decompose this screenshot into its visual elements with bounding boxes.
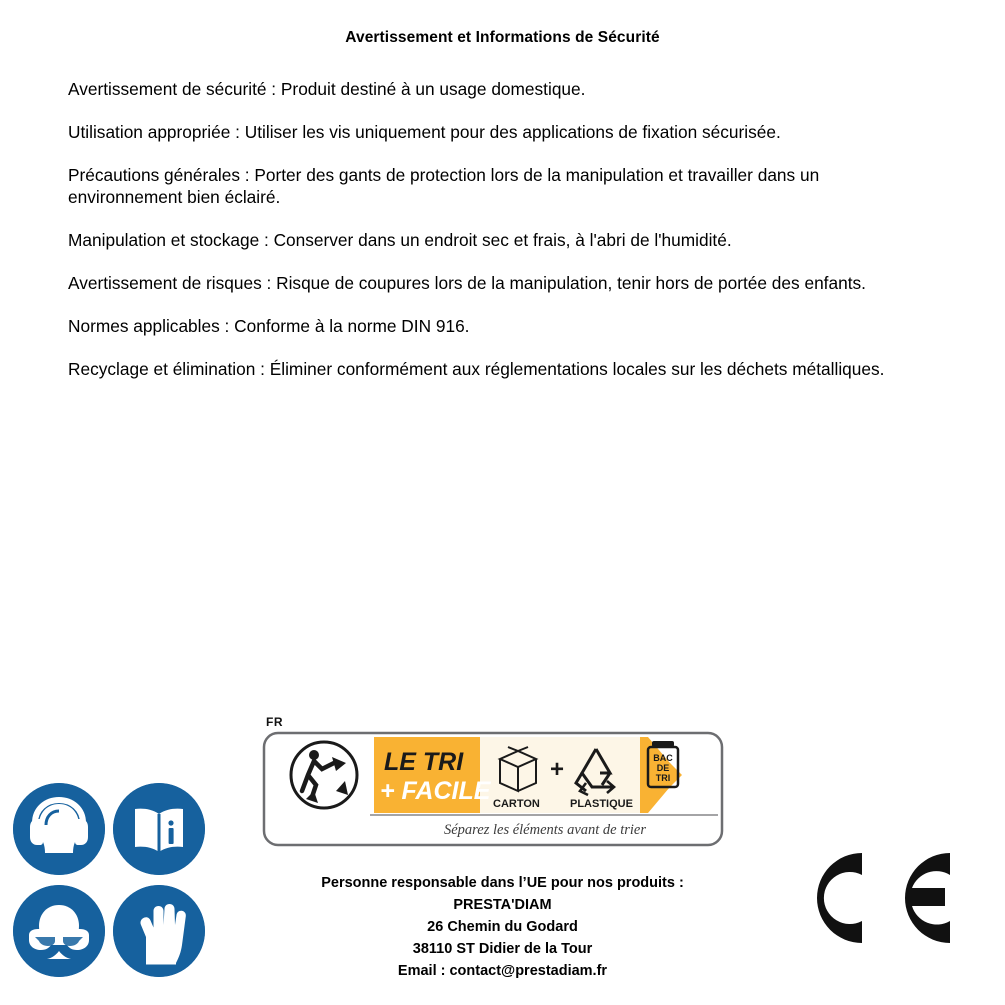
recycling-label-bin-line-2: DE: [656, 763, 670, 773]
company-name: PRESTA'DIAM: [453, 897, 552, 914]
recycling-label-item-2: PLASTIQUE: [570, 798, 633, 810]
safety-paragraph: Manipulation et stockage : Conserver dans un endroit sec et frais, à l'abri de l'humidité.: [68, 230, 732, 251]
recycling-label-graphic: [262, 715, 724, 850]
company-city: 38110 ST Didier de la Tour: [412, 941, 593, 958]
recycling-label: [262, 715, 724, 850]
ear-protection-icon: [13, 783, 105, 875]
company-street: 26 Chemin du Godard: [427, 919, 578, 936]
recycling-label-country-code: FR: [266, 715, 283, 729]
recycling-label-plus: +: [550, 756, 565, 783]
recycling-label-bin-line-1: BAC: [653, 753, 673, 763]
recycling-label-footer: Séparez les éléments avant de trier: [443, 822, 647, 838]
company-email: Email : contact@prestadiam.fr: [397, 963, 608, 980]
safety-paragraph: Normes applicables : Conforme à la norme DIN 916.: [68, 315, 470, 336]
safety-paragraph: Précautions générales : Porter des gants de protection lors de la manipulation et travailler dans un environnement bien éclairé.: [68, 164, 820, 208]
read-manual-icon: [113, 783, 205, 875]
recycling-label-item-1: CARTON: [493, 798, 540, 810]
safety-paragraph: Utilisation appropriée : Utiliser les vis uniquement pour des applications de fixation sécurisée.: [68, 121, 781, 142]
page-title: Avertissement et Informations de Sécurité: [345, 29, 660, 46]
responsible-person-heading-prefix: Personne responsable dans l’: [321, 875, 527, 891]
safety-paragraph: Avertissement de risques : Risque de coupures lors de la manipulation, tenir hors de portée des enfants.: [68, 273, 866, 294]
recycling-label-main-line-1: LE TRI: [384, 748, 464, 776]
recycling-label-main-line-2: + FACILE: [380, 777, 491, 805]
safety-paragraph: Avertissement de sécurité : Produit destiné à un usage domestique.: [68, 79, 586, 99]
responsible-person-heading-ue: UE: [526, 875, 547, 891]
safety-paragraph: Recyclage et élimination : Éliminer conformément aux réglementations locales sur les déchets métalliques.: [68, 358, 885, 379]
recycling-label-bin-line-3: TRI: [655, 773, 671, 783]
safety-information-body: [68, 78, 923, 401]
ce-marking-icon: [800, 843, 950, 953]
responsible-person-heading-suffix: pour nos produits :: [546, 875, 684, 891]
